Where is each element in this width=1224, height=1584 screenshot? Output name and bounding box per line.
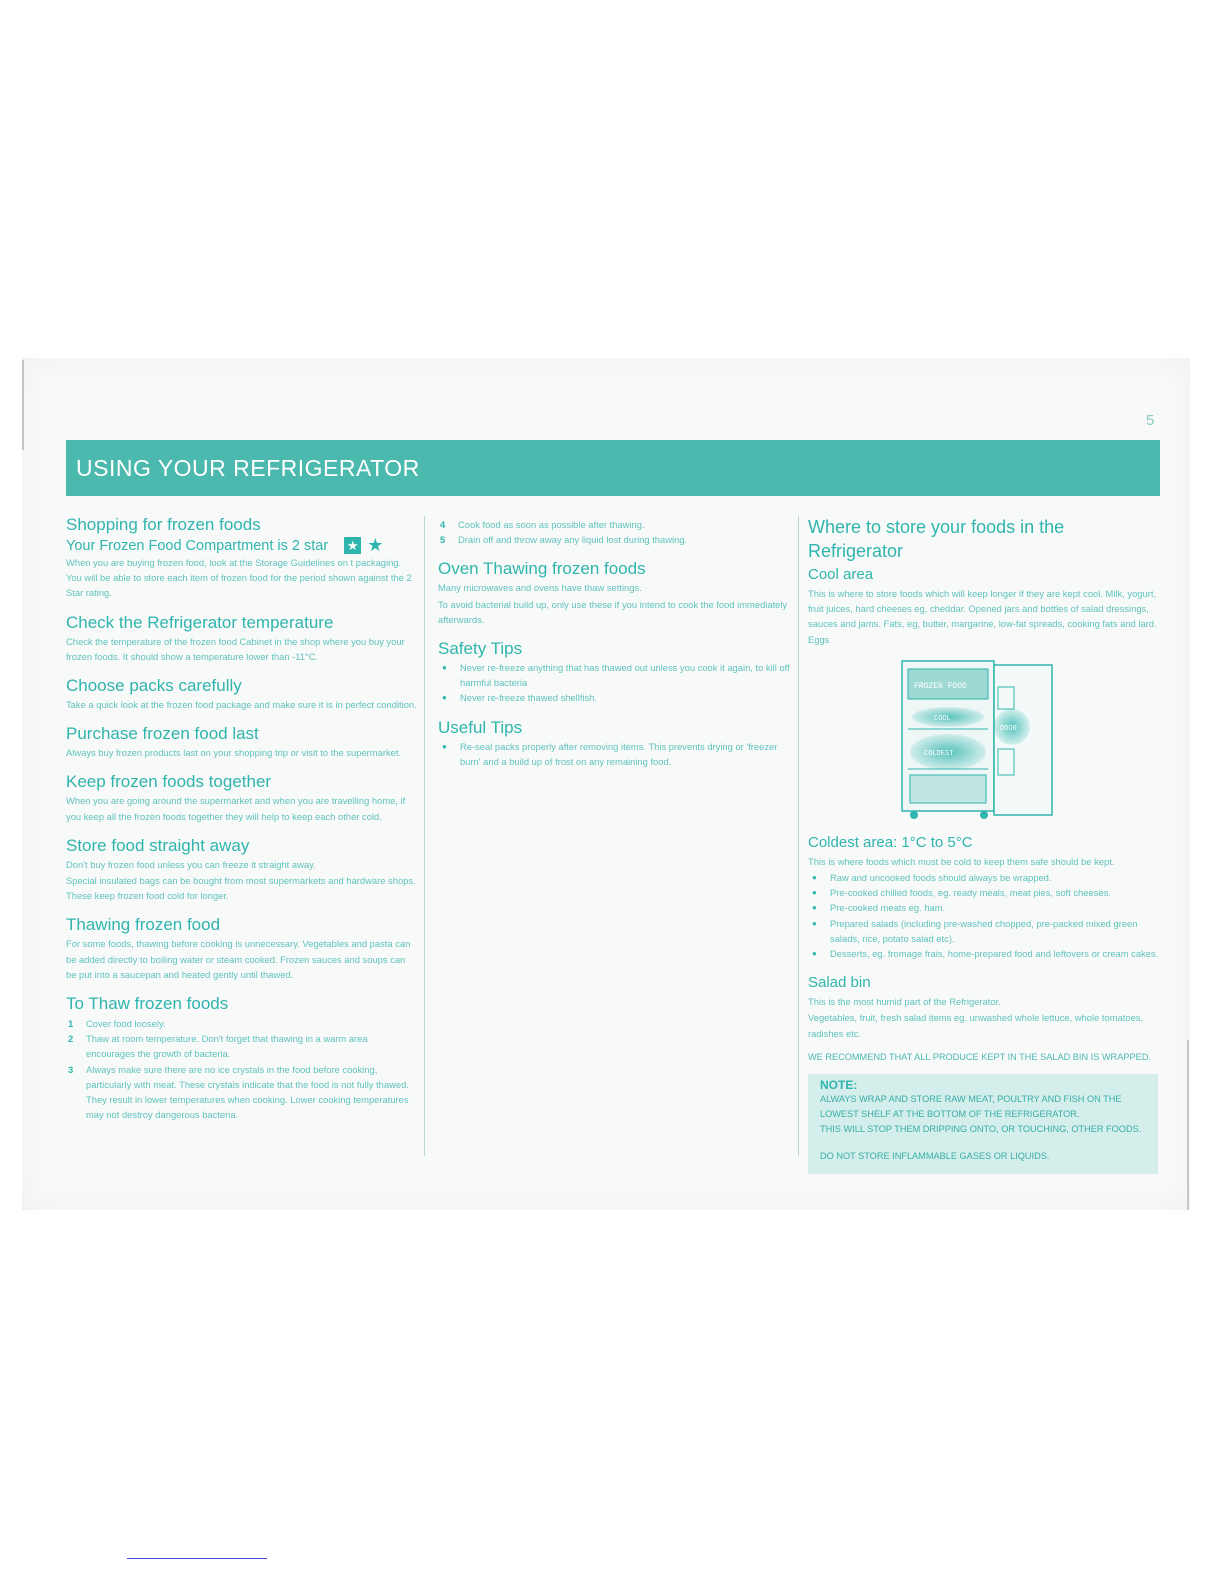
shopping-heading: Shopping for frozen foods: [66, 515, 261, 534]
to-thaw-heading: To Thaw frozen foods: [66, 994, 229, 1014]
salad-text: Vegetables, fruit, fresh salad items eg. unwashed whole lettuce, whole tomatoes, radishes etc.: [808, 1012, 1144, 1039]
check-text: Check the temperature of the frozen food Cabinet in the shop where you buy your frozen foods. It should show a temperature lower than -11°C.: [66, 635, 405, 662]
note-text: THIS WILL STOP THEM DRIPPING ONTO, OR TOUCHING, OTHER FOODS.: [820, 1124, 1142, 1135]
bullet-icon: ●: [812, 903, 817, 913]
section-header: [66, 440, 1160, 496]
list-item: 5 Drain off and throw away any liquid lost during thawing.: [440, 534, 688, 546]
bullet-icon: ●: [812, 873, 817, 883]
fridge-label-coldest: COLDEST: [924, 749, 954, 758]
shopping-text: When you are buying frozen food, look at the Storage Guidelines on t packaging. You will be able to store each item of frozen food for the period shown against the 2 Star rating.: [66, 557, 412, 599]
fridge-label-frozen: FROZEN FOOD: [914, 681, 967, 691]
bullet-icon: ●: [812, 918, 817, 928]
column-divider: [424, 516, 425, 1156]
together-text: When you are going around the supermarket and when you are travelling home, if you keep all the frozen foods together they will help to keep each other cold.: [66, 795, 406, 822]
together-heading: Keep frozen foods together: [66, 772, 272, 792]
list-item: ● Never re-freeze thawed shellfish.: [438, 690, 790, 705]
fridge-foot: [910, 811, 918, 819]
where-heading: Where to store your foods in the Refrigerator: [808, 517, 1065, 561]
column-divider: [798, 516, 799, 1156]
salad-caps-text: WE RECOMMEND THAT ALL PRODUCE KEPT IN THE SALAD BIN IS WRAPPED.: [808, 1052, 1151, 1063]
page-edge-right: [1187, 1040, 1189, 1210]
choose-heading: Choose packs carefully: [66, 676, 242, 696]
list-item: ● Pre-cooked chilled foods, eg. ready meals, meat pies, soft cheeses.: [808, 885, 1160, 900]
oven-text: Many microwaves and ovens have thaw settings.: [438, 582, 642, 594]
bullet-icon: ●: [812, 888, 817, 898]
page-number: 5: [1146, 412, 1155, 429]
coldest-text: This is where foods which must be cold to keep them safe should be kept.: [808, 855, 1115, 867]
thawing-heading: Thawing frozen food: [66, 915, 221, 935]
star-rating-row: [66, 537, 418, 554]
list-item: ● Pre-cooked meats eg. ham.: [808, 900, 1160, 915]
bullet-icon: ●: [442, 741, 447, 751]
store-heading: Store food straight away: [66, 835, 250, 855]
note-title: NOTE:: [820, 1078, 858, 1093]
list-item: 1 Cover food loosely.: [68, 1018, 166, 1030]
thawing-text: For some foods, thawing before cooking is unnecessary. Vegetables and pasta can be added directly to boiling water or steam cooked. Frozen sauces and soups can be put into a saucepan and heated gently until thawed.: [66, 938, 411, 980]
footer-link-underline[interactable]: [127, 1558, 267, 1559]
store-text: Don't buy frozen food unless you can freeze it straight away.: [66, 858, 316, 870]
bullet-icon: ●: [812, 949, 817, 959]
column-left: [66, 515, 418, 1134]
column-right: [808, 515, 1160, 1174]
note-text: ALWAYS WRAP AND STORE RAW MEAT, POULTRY AND FISH ON THE LOWEST SHELF AT THE BOTTOM OF THE REFRIGERATOR.: [820, 1094, 1122, 1120]
list-item: 3 Always make sure there are no ice crystals in the food before cooking, particularly with meat. These crystals indicate that the food is not fully thawed. They result in lower temperatures when cooking. Lower cooking temperatures may not destroy dangerous bacteria.: [68, 1063, 409, 1121]
cool-text: This is where to store foods which will keep longer if they are kept cool. Milk, yogurt, fruit juices, hard cheeses eg, cheddar. Opened jars and bottles of salad dressings, sauces and jams. Fats, eg, butter, margarine, low-fat spreads, cooking fats and lard. Eggs: [808, 588, 1157, 645]
page-edge-left: [22, 360, 24, 450]
note-box: [808, 1074, 1158, 1174]
choose-text: Take a quick look at the frozen food package and make sure it is in perfect condition.: [66, 699, 417, 711]
star-box-icon: ★: [344, 537, 361, 554]
coldest-heading: Coldest area: 1°C to 5°C: [808, 833, 973, 851]
star-icon: ★: [367, 535, 384, 555]
bullet-icon: ●: [442, 693, 447, 703]
useful-list: [438, 739, 790, 769]
store-text: Special insulated bags can be bought from most supermarkets and hardware shops. These keep frozen food cold for longer.: [66, 875, 416, 902]
fridge-foot: [980, 811, 988, 819]
safety-list: [438, 660, 790, 706]
salad-heading: Salad bin: [808, 974, 871, 992]
list-item: ● Prepared salads (including pre-washed chopped, pre-packed mixed green salads, rice, potato salad etc).: [808, 916, 1160, 946]
purchase-heading: Purchase frozen food last: [66, 724, 259, 744]
to-thaw-steps: [66, 1016, 418, 1122]
list-item: ● Re-seal packs properly after removing items. This prevents drying or 'freezer burn' and a build up of frost on any remaining food.: [438, 739, 790, 769]
list-item: 2 Thaw at room temperature. Don't forget that thawing in a warm area encourages the growth of bacteria.: [68, 1033, 368, 1060]
section-title: USING YOUR REFRIGERATOR: [76, 454, 420, 481]
check-heading: Check the Refrigerator temperature: [66, 612, 334, 632]
list-item: ● Desserts, eg. fromage frais, home-prepared food and leftovers or cream cakes.: [808, 946, 1160, 961]
cool-heading: Cool area: [808, 566, 874, 583]
fridge-label-door: DOOR: [1000, 724, 1017, 733]
note-text: DO NOT STORE INFLAMMABLE GASES OR LIQUIDS.: [820, 1151, 1050, 1162]
fridge-diagram: [900, 657, 1070, 827]
list-item: ● Raw and uncooked foods should always be wrapped.: [808, 870, 1160, 885]
salad-bin: [910, 775, 986, 803]
oven-text: To avoid bacterial build up, only use these if you intend to cook the food immediately afterwards.: [438, 598, 788, 625]
fridge-label-cool: COOL: [934, 714, 951, 723]
star-rating-label: Your Frozen Food Compartment is 2 star: [66, 537, 329, 554]
useful-heading: Useful Tips: [438, 717, 523, 737]
list-item: 4 Cook food as soon as possible after thawing.: [440, 519, 645, 530]
column-middle: [438, 515, 790, 781]
safety-heading: Safety Tips: [438, 639, 523, 659]
coldest-list: [808, 870, 1160, 961]
salad-text: This is the most humid part of the Refrigerator.: [808, 996, 1001, 1008]
list-item: ● Never re-freeze anything that has thawed out unless you cook it again, to kill off harmful bacteria: [438, 660, 790, 690]
oven-heading: Oven Thawing frozen foods: [438, 559, 646, 579]
bullet-icon: ●: [442, 663, 447, 673]
purchase-text: Always buy frozen products last on your shopping trip or visit to the supermarket.: [66, 747, 402, 759]
fridge-illustration: [900, 657, 1070, 827]
thaw-steps-continued: [438, 517, 790, 547]
